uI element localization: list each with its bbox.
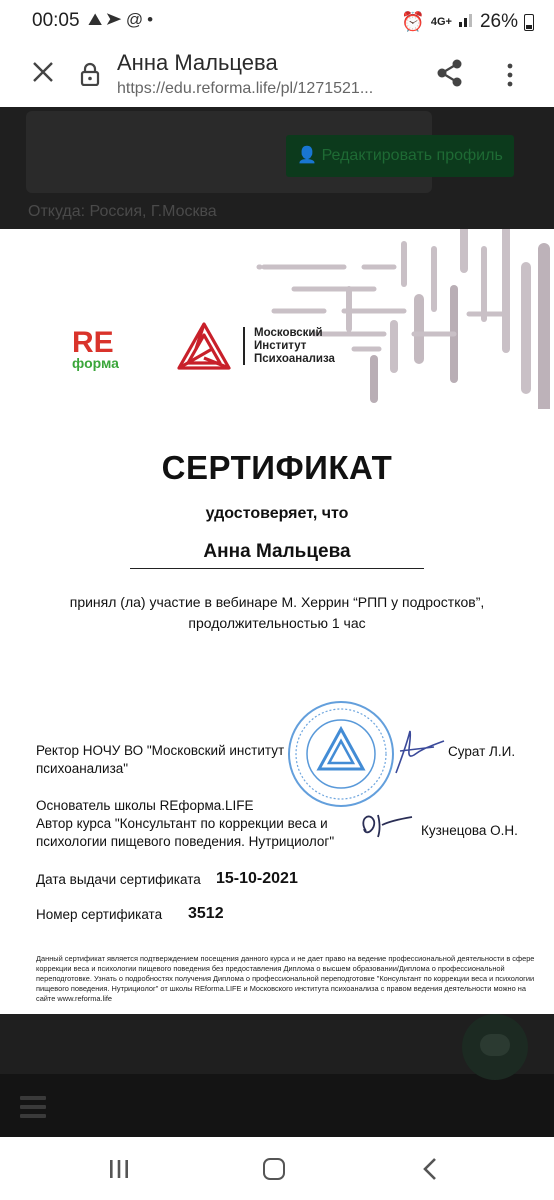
- founder-signature: [356, 809, 416, 841]
- battery-percent: 26%: [479, 11, 518, 32]
- issue-date-value: 15-10-2021: [216, 870, 298, 887]
- close-button[interactable]: [30, 60, 56, 86]
- rector-signature: [388, 727, 448, 777]
- certificate-number-value: 3512: [188, 905, 224, 922]
- share-icon[interactable]: [436, 58, 464, 88]
- founder-line2: Автор курса "Консультант по коррекции веса и: [36, 816, 328, 831]
- network-label: 4G+: [430, 16, 452, 28]
- back-icon[interactable]: [420, 1157, 440, 1181]
- lock-icon[interactable]: [80, 62, 100, 86]
- recent-apps-icon[interactable]: [108, 1159, 130, 1179]
- description-line2: продолжительностью 1 час: [188, 615, 366, 631]
- institute-name-line1: Московский: [254, 327, 323, 339]
- rector-line2: психоанализа": [36, 761, 129, 776]
- institute-name-line2: Институт: [254, 340, 307, 352]
- certificate-description: [0, 592, 554, 634]
- rector-name: Сурат Л.И.: [448, 744, 516, 759]
- alarm-icon: ⏰: [401, 12, 425, 33]
- site-footer-bar: [0, 1074, 554, 1140]
- founder-line3: психологии пищевого поведения. Нутрициолог": [36, 834, 335, 849]
- certificate-number-label: Номер сертификата: [36, 907, 163, 922]
- mountain-icon: ⛰: [88, 10, 107, 29]
- certificate-image[interactable]: [0, 229, 554, 1014]
- home-icon[interactable]: [263, 1158, 285, 1180]
- dot-icon: •: [147, 10, 158, 29]
- at-icon: @: [125, 10, 148, 29]
- rector-title: [36, 742, 296, 778]
- edit-profile-button: [286, 135, 514, 177]
- description-line1: принял (ла) участие в вебинаре М. Херрин “РПП у подростков”,: [69, 594, 485, 610]
- svg-text:форма: форма: [72, 355, 119, 371]
- signal-icon: [458, 11, 474, 33]
- issue-date-label: Дата выдачи сертификата: [36, 872, 201, 887]
- browser-toolbar: [0, 42, 554, 107]
- hamburger-menu-icon: [20, 1096, 46, 1118]
- page-title: Анна Мальцева: [117, 50, 278, 75]
- institute-name: [254, 327, 335, 366]
- profile-location: Откуда: Россия, Г.Москва: [28, 203, 217, 220]
- page-url[interactable]: https://edu.reforma.life/pl/1271521...: [117, 80, 374, 97]
- certificate-disclaimer: Данный сертификат является подтверждением посещения данного курса и не дает право на ведение профессиональной деятельности в сфере коррекции веса и психологии пищевого поведения без предоставления Диплома о высшем образовании/Диплома о профессиональной переподготовке. Узнать о подробностях получения Диплома о профессиональной переподготовке "Консультант по коррекции веса и психологии пищевого поведения. Нутрициолог" от школы REforma.LIFE и Московского института психоанализа с правом ведения деятельности можно на сайте www.reforma.life: [36, 954, 535, 1003]
- edit-profile-label: Редактировать профиль: [321, 147, 503, 164]
- status-bar: [0, 0, 554, 42]
- founder-line1: Основатель школы REформа.LIFE: [36, 798, 254, 813]
- institute-logo: [176, 321, 232, 371]
- close-icon: [31, 60, 55, 84]
- reforma-logo: [70, 324, 134, 372]
- rector-line1: Ректор НОЧУ ВО "Московский институт: [36, 743, 285, 758]
- founder-title: [36, 797, 356, 851]
- certifies-text: удостоверяет, что: [205, 505, 349, 522]
- founder-name: Кузнецова О.Н.: [421, 823, 518, 838]
- more-options-icon[interactable]: [500, 62, 520, 88]
- battery-icon: [524, 14, 534, 31]
- telegram-icon: ➤: [106, 10, 126, 29]
- status-right: [401, 10, 534, 34]
- recipient-name: Анна Мальцева: [130, 541, 424, 569]
- decorative-lines: [254, 229, 554, 409]
- logo-divider: [243, 327, 245, 365]
- chat-bubble-icon: [462, 1014, 528, 1080]
- system-navigation-bar: [0, 1137, 554, 1200]
- svg-text:RE: RE: [72, 326, 114, 359]
- certificate-title: СЕРТИФИКАТ: [161, 449, 393, 486]
- notification-icons: [88, 10, 157, 30]
- seal-stamp: [286, 699, 396, 809]
- status-time: 00:05: [32, 10, 80, 31]
- user-icon: 👤: [297, 147, 318, 164]
- institute-name-line3: Психоанализа: [254, 353, 335, 365]
